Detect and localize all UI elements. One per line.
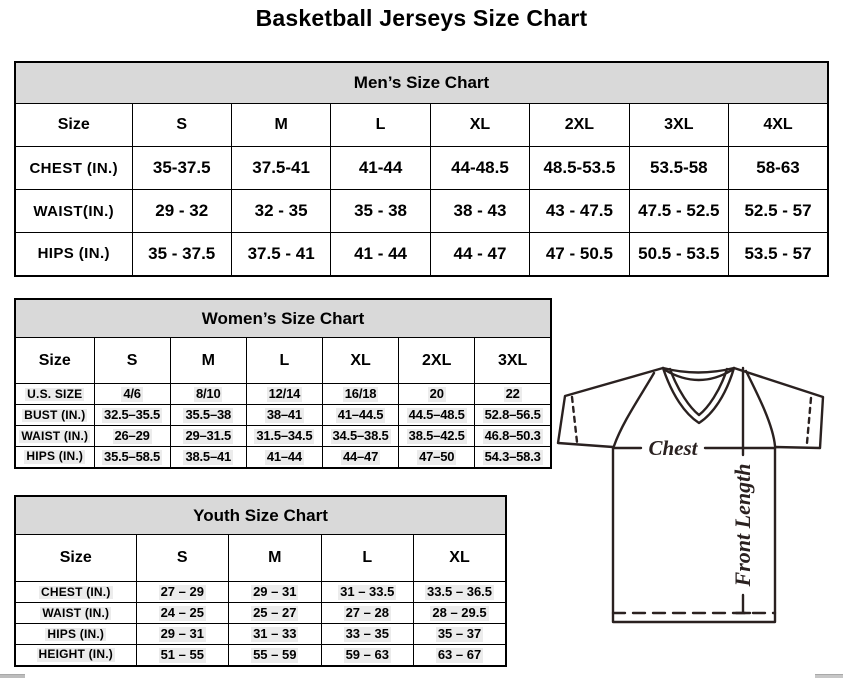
size-value: 52.8–56.5	[484, 407, 541, 423]
size-value: 32.5–35.5	[104, 407, 161, 423]
size-value-cell	[475, 405, 551, 426]
size-value: 26–29	[114, 428, 150, 444]
size-value-cell	[399, 405, 475, 426]
row-label-text: HIPS (IN.)	[26, 449, 84, 464]
size-value: 59 – 63	[345, 646, 389, 662]
size-value: 28 – 29.5	[432, 605, 487, 621]
right-armhole-seam	[746, 371, 775, 446]
corner-header: Size	[15, 338, 94, 384]
size-value: 29 – 31	[160, 626, 204, 642]
size-value-cell	[321, 645, 414, 666]
size-value-cell	[231, 147, 330, 190]
size-value-cell	[170, 384, 246, 405]
size-value-cell	[321, 624, 414, 645]
size-value: 33 – 35	[345, 626, 389, 642]
size-value-cell	[132, 233, 231, 276]
size-value-cell	[170, 405, 246, 426]
row-label	[15, 447, 94, 468]
womens-size-table	[14, 298, 552, 469]
size-value: 47.5 - 52.5	[638, 201, 720, 220]
table-row	[15, 426, 551, 447]
size-value: 35.5–38	[185, 407, 232, 423]
size-value-cell	[729, 190, 828, 233]
size-value: 22	[505, 386, 520, 402]
size-value-cell	[136, 582, 229, 603]
size-value-cell	[414, 582, 507, 603]
column-header-s: S	[94, 338, 170, 384]
row-label-text: CHEST (IN.)	[29, 159, 119, 177]
size-value: 50.5 - 53.5	[638, 243, 720, 263]
row-label	[15, 624, 136, 645]
size-value: 38.5–41	[185, 448, 232, 464]
size-value: 24 – 25	[160, 605, 204, 621]
left-cuff-dashes	[572, 397, 577, 442]
size-value: 37.5 - 41	[247, 243, 315, 263]
size-value-cell	[94, 447, 170, 468]
size-value: 31 – 33	[253, 626, 297, 642]
size-value-cell	[414, 624, 507, 645]
size-value: 25 – 27	[253, 605, 297, 621]
size-value: 41 - 44	[354, 243, 408, 263]
table-row	[15, 384, 551, 405]
size-value: 32 - 35	[254, 201, 308, 220]
table-row	[15, 603, 506, 624]
size-value-cell	[136, 645, 229, 666]
size-value-cell	[94, 426, 170, 447]
size-value: 35.5–58.5	[104, 448, 161, 464]
size-value-cell	[331, 233, 430, 276]
row-label-text: WAIST (IN.)	[21, 428, 89, 443]
size-value: 44 - 47	[453, 243, 507, 263]
row-label	[15, 147, 132, 190]
size-value-cell	[322, 447, 398, 468]
column-header-3xl: 3XL	[629, 104, 728, 147]
column-header-2xl: 2XL	[399, 338, 475, 384]
column-header-2xl: 2XL	[530, 104, 629, 147]
table-title: Men’s Size Chart	[15, 62, 828, 104]
size-value: 58-63	[756, 158, 800, 177]
size-value: 41-44	[358, 158, 403, 177]
size-value-cell	[246, 405, 322, 426]
size-value: 12/14	[268, 386, 301, 402]
table-row	[15, 405, 551, 426]
size-value: 27 – 29	[160, 584, 204, 600]
row-label	[15, 405, 94, 426]
size-value-cell	[322, 384, 398, 405]
size-value: 53.5 - 57	[744, 243, 812, 263]
size-value: 38.5–42.5	[408, 428, 465, 444]
row-label-text: WAIST (IN.)	[42, 605, 110, 620]
size-value: 53.5-58	[649, 158, 708, 177]
size-value-cell	[414, 645, 507, 666]
size-value-cell	[321, 582, 414, 603]
size-value-cell	[475, 426, 551, 447]
size-value: 41–44	[266, 448, 302, 464]
mens-size-table	[14, 61, 829, 277]
table-row	[15, 147, 828, 190]
size-value-cell	[246, 447, 322, 468]
size-value-cell	[399, 384, 475, 405]
size-value-cell	[530, 190, 629, 233]
size-value: 47 - 50.5	[545, 243, 613, 263]
table-row	[15, 190, 828, 233]
row-label-text: HIPS (IN.)	[47, 626, 105, 641]
size-value-cell	[414, 603, 507, 624]
size-value-cell	[322, 426, 398, 447]
row-label	[15, 582, 136, 603]
column-header-xl: XL	[322, 338, 398, 384]
right-cuff-dashes	[807, 398, 811, 443]
size-value-cell	[475, 384, 551, 405]
size-value-cell	[430, 233, 529, 276]
table-row	[15, 233, 828, 276]
size-value: 29 - 32	[155, 201, 209, 220]
size-value: 4/6	[123, 386, 141, 402]
size-value-cell	[229, 582, 322, 603]
column-header-s: S	[136, 535, 229, 582]
size-value-cell	[629, 190, 728, 233]
size-value: 38 - 43	[453, 201, 507, 220]
column-header-3xl: 3XL	[475, 338, 551, 384]
size-value-cell	[229, 603, 322, 624]
row-label	[15, 645, 136, 666]
size-value: 16/18	[344, 386, 377, 402]
size-value-cell	[170, 426, 246, 447]
youth-size-table	[14, 495, 507, 667]
table-title: Youth Size Chart	[15, 496, 506, 535]
size-value-cell	[729, 233, 828, 276]
size-value-cell	[430, 190, 529, 233]
size-value: 55 – 59	[253, 646, 297, 662]
front-length-label: Front Length	[730, 463, 755, 587]
size-value: 8/10	[195, 386, 221, 402]
size-value-cell	[475, 447, 551, 468]
size-value: 27 – 28	[345, 605, 389, 621]
row-label-text: U.S. SIZE	[27, 386, 83, 401]
row-label	[15, 426, 94, 447]
column-header-m: M	[231, 104, 330, 147]
size-value: 54.3–58.3	[484, 448, 541, 464]
collar-back-line	[663, 368, 734, 373]
size-value-cell	[629, 233, 728, 276]
size-value-cell	[231, 233, 330, 276]
size-value: 35 - 38	[354, 201, 408, 220]
size-value: 34.5–38.5	[332, 428, 389, 444]
hscrollbar-right-thumb[interactable]	[815, 674, 843, 678]
size-value-cell	[132, 147, 231, 190]
column-header-xl: XL	[414, 535, 507, 582]
hscrollbar-left-thumb[interactable]	[0, 674, 25, 678]
size-value-cell	[246, 384, 322, 405]
size-value: 44–47	[342, 448, 379, 464]
size-value: 38–41	[266, 407, 302, 423]
size-value-cell	[321, 603, 414, 624]
size-value: 47–50	[419, 448, 455, 464]
size-value-cell	[331, 190, 430, 233]
row-label	[15, 384, 94, 405]
size-value: 37.5-41	[252, 158, 310, 177]
size-value: 35 - 37.5	[148, 243, 216, 263]
size-value: 44-48.5	[451, 158, 509, 177]
size-value-cell	[94, 384, 170, 405]
table-row	[15, 645, 506, 666]
row-label-text: WAIST(IN.)	[33, 202, 115, 220]
column-header-l: L	[246, 338, 322, 384]
size-value-cell	[94, 405, 170, 426]
size-value: 35-37.5	[152, 158, 211, 177]
row-label	[15, 233, 132, 276]
size-value-cell	[229, 645, 322, 666]
size-value: 20	[429, 386, 444, 402]
size-value-cell	[229, 624, 322, 645]
column-header-4xl: 4XL	[729, 104, 828, 147]
size-value-cell	[399, 426, 475, 447]
size-value: 48.5-53.5	[543, 158, 616, 177]
size-value: 33.5 – 36.5	[426, 584, 493, 600]
table-row	[15, 624, 506, 645]
column-header-m: M	[229, 535, 322, 582]
size-value: 35 – 37	[437, 626, 482, 642]
size-value: 46.8–50.3	[484, 428, 541, 444]
size-value-cell	[530, 147, 629, 190]
size-value-cell	[170, 447, 246, 468]
column-header-l: L	[321, 535, 414, 582]
column-header-s: S	[132, 104, 231, 147]
corner-header: Size	[15, 535, 136, 582]
row-label-text: HIPS (IN.)	[37, 245, 110, 263]
size-value-cell	[132, 190, 231, 233]
size-value: 43 - 47.5	[545, 201, 613, 220]
size-value: 41–44.5	[337, 407, 384, 423]
size-value: 51 – 55	[160, 646, 204, 662]
row-label-text: BUST (IN.)	[24, 407, 86, 422]
chest-label: Chest	[648, 436, 698, 460]
size-value: 52.5 - 57	[744, 201, 812, 220]
size-value: 31.5–34.5	[256, 428, 313, 444]
size-value: 44.5–48.5	[408, 407, 465, 423]
row-label-text: CHEST (IN.)	[40, 584, 111, 599]
column-header-m: M	[170, 338, 246, 384]
size-value-cell	[530, 233, 629, 276]
size-value-cell	[322, 405, 398, 426]
size-value-cell	[729, 147, 828, 190]
page-title: Basketball Jerseys Size Chart	[255, 5, 588, 31]
corner-header: Size	[15, 104, 132, 147]
size-value-cell	[246, 426, 322, 447]
size-value-cell	[399, 447, 475, 468]
row-label	[15, 190, 132, 233]
column-header-l: L	[331, 104, 430, 147]
size-value-cell	[136, 624, 229, 645]
jersey-diagram	[553, 355, 843, 655]
size-value: 63 – 67	[437, 646, 482, 662]
size-value-cell	[231, 190, 330, 233]
size-value: 29–31.5	[185, 428, 232, 444]
row-label-text: HEIGHT (IN.)	[38, 647, 113, 662]
size-value-cell	[430, 147, 529, 190]
size-value: 31 – 33.5	[340, 584, 395, 600]
table-row	[15, 582, 506, 603]
table-row	[15, 447, 551, 468]
column-header-xl: XL	[430, 104, 529, 147]
table-title: Women’s Size Chart	[15, 299, 551, 338]
size-value: 29 – 31	[253, 584, 297, 600]
size-value-cell	[629, 147, 728, 190]
size-value-cell	[331, 147, 430, 190]
row-label	[15, 603, 136, 624]
size-value-cell	[136, 603, 229, 624]
